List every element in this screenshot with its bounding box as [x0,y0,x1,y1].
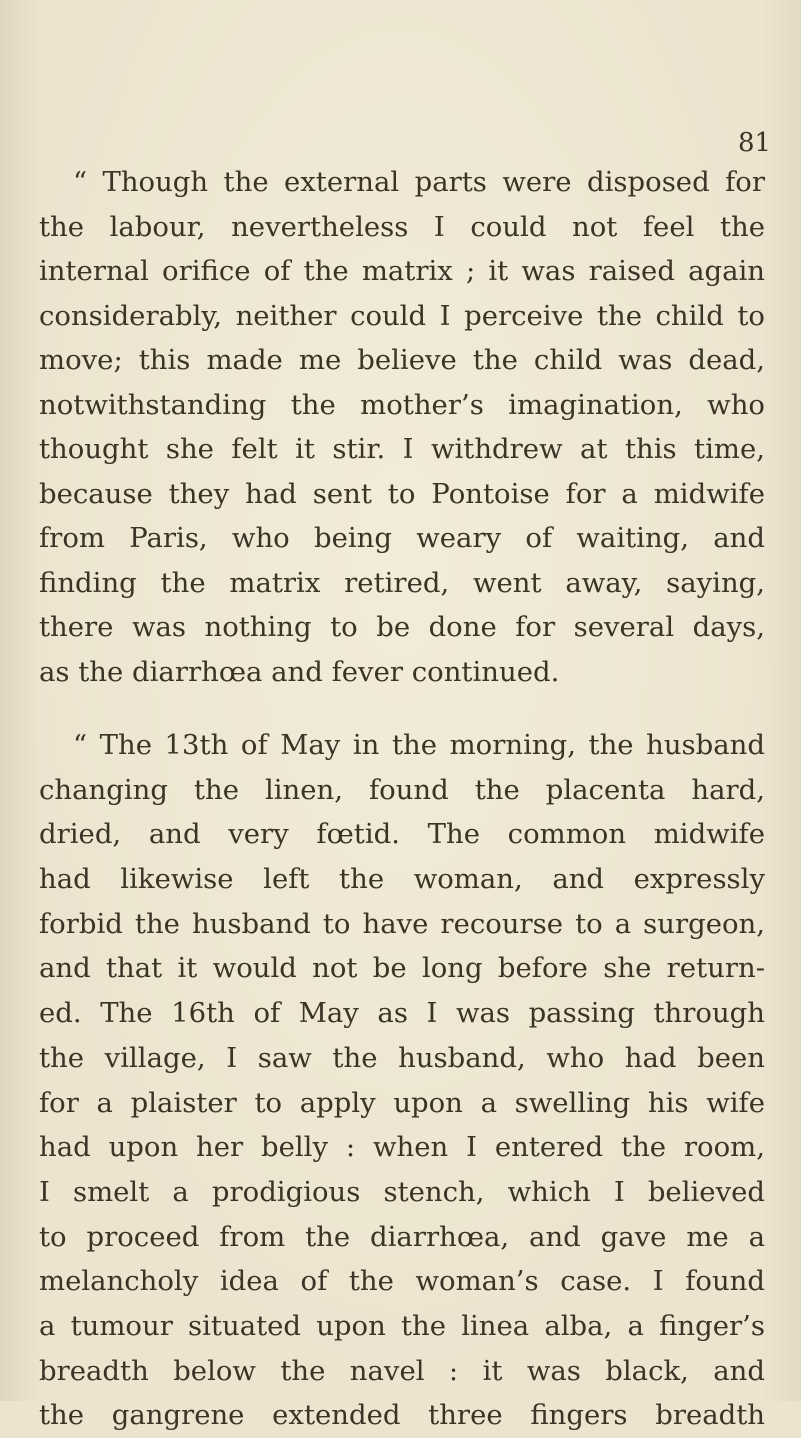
text-line: to proceed from the diarrhœa, and gave me a [39,1220,765,1253]
text-line: there was nothing to be done for several days, [39,611,765,643]
page-number: 81 [738,128,772,158]
text-line: thought she felt it stir. I withdrew at this time, [39,433,765,465]
paragraph-2 [39,723,765,1438]
text-line: move; this made me believe the child was dead, [39,344,765,376]
text-line: the village, I saw the husband, who had been [39,1041,765,1074]
text-line: “ Though the external parts were disposed for [73,166,765,198]
text-line: melancholy idea of the woman’s case. I found [39,1265,765,1298]
text-line: considerably, neither could I perceive the child to [39,299,765,332]
text-line: the gangrene extended three fingers breadth [39,1399,765,1432]
paragraph-1 [39,160,765,694]
text-line: breadth below the navel : it was black, and [39,1354,765,1387]
text-line: for a plaister to apply upon a swelling his wife [39,1086,765,1119]
text-line: had upon her belly : when I entered the room, [39,1131,765,1164]
text-line: changing the linen, found the placenta hard, [39,773,765,806]
text-line: a tumour situated upon the linea alba, a finger’s [39,1309,765,1342]
text-line: internal orifice of the matrix ; it was raised again [39,255,765,287]
text-line: from Paris, who being weary of waiting, and [39,522,765,554]
text-line: forbid the husband to have recourse to a surgeon, [39,907,765,940]
body-text [39,160,765,1438]
text-line: had likewise left the woman, and expressly [39,863,765,896]
text-line: and that it would not be long before she return- [39,952,765,985]
text-line: notwithstanding the mother’s imagination, who [39,388,765,421]
text-line: I smelt a prodigious stench, which I believed [39,1175,765,1208]
text-line: as the diarrhœa and fever continued. [39,655,560,688]
text-line: ed. The 16th of May as I was passing through [39,997,765,1030]
text-line: because they had sent to Pontoise for a midwife [39,477,765,510]
text-line: the labour, nevertheless I could not feel the [39,210,765,243]
text-line: finding the matrix retired, went away, saying, [39,566,765,599]
text-line: dried, and very fœtid. The common midwife [39,818,765,851]
text-line: “ The 13th of May in the morning, the husband [73,729,765,761]
